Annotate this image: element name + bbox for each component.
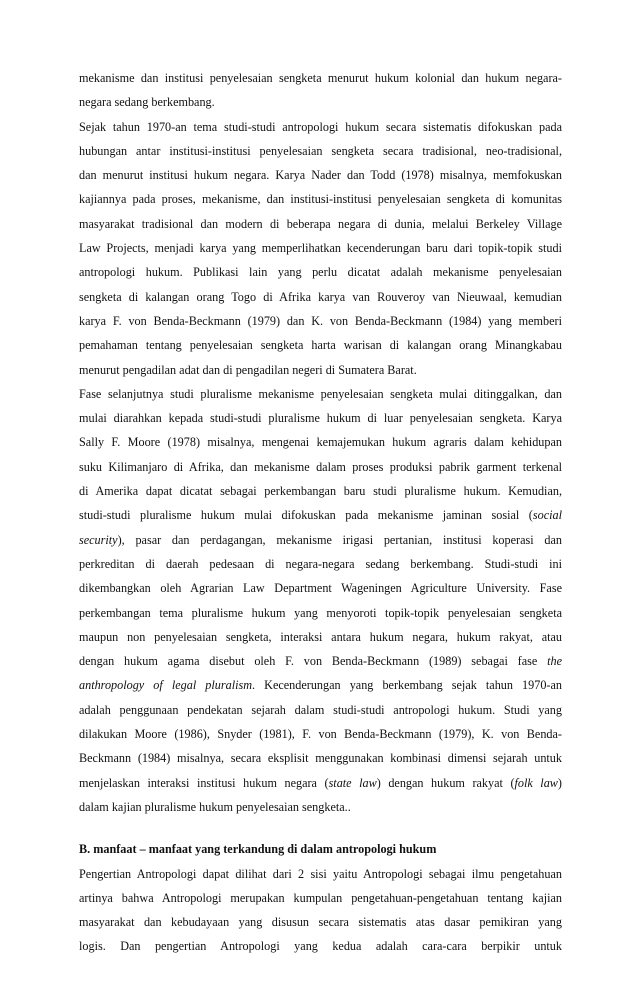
text-line: dilakukan Moore (1986), Snyder (1981), F. von Benda-Beckmann (1979), K. von Benda-: [79, 727, 562, 742]
text-line: artinya bahwa Antropologi merupakan kumpulan pengetahuan-pengetahuan tentang kajian: [79, 890, 562, 905]
italic-term: security: [79, 532, 118, 547]
text-line: Fase selanjutnya studi pluralisme mekanisme penyelesaian sengketa mulai ditinggalkan, dan: [79, 386, 562, 401]
text-line: [79, 503, 562, 527]
text-line: di Amerika dapat dicatat sebagai perkembangan baru studi pluralisme hukum. Kemudian,: [79, 484, 562, 499]
text-line: dan menurut institusi hukum negara. Karya Nader dan Todd (1978) misalnya, memfokuskan: [79, 168, 562, 183]
text-line: mulai diarahkan kepada studi-studi pluralisme hukum di luar penyelesaian sengketa. Karya: [79, 411, 562, 426]
text-line: maupun non penyelesaian sengketa, interaksi antara hukum negara, hukum rakyat, atau: [79, 629, 562, 644]
text-line: Law Projects, menjadi karya yang memperlihatkan kecenderungan baru dari topik-topik studi: [79, 241, 562, 256]
text-line: adalah penggunaan pendekatan sejarah dalam studi-studi antropologi hukum. Studi yang: [79, 702, 562, 717]
text-line: Sally F. Moore (1978) misalnya, mengenai kemajemukan hukum agraris dalam kehidupan: [79, 435, 562, 450]
text-line: logis. Dan pengertian Antropologi yang kedua adalah cara-cara berpikir untuk: [79, 939, 562, 954]
section-gap: [79, 819, 562, 837]
text-line: menurut pengadilan adat dan di pengadilan negeri di Sumatera Barat.: [79, 362, 417, 377]
italic-term: folk law: [514, 775, 558, 790]
text-line: masyarakat dan kebudayaan yang disusun secara sistematis atas dasar pemikiran yang: [79, 915, 562, 930]
text-line: karya F. von Benda-Beckmann (1979) dan K. von Benda-Beckmann (1984) yang memberi: [79, 313, 562, 328]
text-line: Beckmann (1984) misalnya, secara eksplisit menggunakan kombinasi dimensi sejarah untuk: [79, 751, 562, 766]
text-line: mekanisme dan institusi penyelesaian sengketa menurut hukum kolonial dan hukum negara-: [79, 71, 562, 85]
text-line: sengketa di kalangan orang Togo di Afrika karya van Rouveroy van Nieuwaal, kemudian: [79, 289, 562, 304]
italic-term: the: [547, 654, 562, 669]
italic-term: state law: [328, 775, 377, 790]
section-heading: B. manfaat – manfaat yang terkandung di dalam antropologi hukum: [79, 842, 437, 857]
text-line: [79, 649, 562, 673]
text-line: pemahaman tentang penyelesaian sengketa harta warisan di kalangan orang Minangkabau: [79, 338, 562, 353]
text-line: [79, 528, 562, 552]
text-run: . Kecenderungan yang berkembang sejak tahun 1970-an: [252, 678, 562, 693]
text-line: masyarakat tradisional dan modern di beberapa negara di dunia, melalui Berkeley Village: [79, 216, 562, 231]
paragraph: [79, 115, 562, 382]
paragraph: [79, 66, 562, 115]
page-content: [79, 66, 562, 959]
text-line: antropologi hukum. Publikasi lain yang perlu dicatat adalah mekanisme penyelesaian: [79, 265, 562, 280]
text-line: perkreditan di daerah pedesaan di negara-negara sedang berkembang. Studi-studi ini: [79, 556, 562, 571]
text-line: negara sedang berkembang.: [79, 95, 215, 110]
italic-term: social: [532, 508, 562, 523]
text-line: [79, 771, 562, 795]
text-line: dalam kajian pluralisme hukum penyelesaian sengketa..: [79, 799, 351, 814]
text-line: perkembangan tema pluralisme hukum yang menyoroti topik-topik penyelesaian sengketa: [79, 605, 562, 620]
text-line: hubungan antar institusi-institusi penyelesaian sengketa secara tradisional, neo-tradisional,: [79, 143, 562, 158]
text-run: menjelaskan interaksi institusi hukum negara (: [79, 775, 329, 790]
text-line: Sejak tahun 1970-an tema studi-studi antropologi hukum secara sistematis difokuskan pada: [79, 119, 562, 134]
text-line: Pengertian Antropologi dapat dilihat dari 2 sisi yaitu Antropologi sebagai ilmu pengetahuan: [79, 866, 562, 881]
text-line: [79, 673, 562, 697]
section-b: [79, 837, 562, 958]
paragraph: [79, 382, 562, 819]
text-line: suku Kilimanjaro di Afrika, dan mekanisme dalam proses produksi pabrik garment terkenal: [79, 459, 562, 474]
text-run: ) dengan hukum rakyat (: [376, 775, 515, 790]
text-run: ), pasar dan perdagangan, mekanisme irigasi pertanian, institusi koperasi dan: [117, 532, 562, 547]
text-line: kajiannya pada proses, mekanisme, dan institusi-institusi penyelesaian sengketa di komunitas: [79, 192, 562, 207]
text-line: dikembangkan oleh Agrarian Law Department Wageningen Agriculture University. Fase: [79, 581, 562, 596]
text-run: dengan hukum agama disebut oleh F. von Benda-Beckmann (1989) sebagai fase: [79, 654, 548, 669]
text-run: studi-studi pluralisme hukum mulai difokuskan pada mekanisme jaminan sosial (: [79, 508, 533, 523]
text-run: ): [557, 775, 562, 790]
italic-term: anthropology of legal pluralism: [79, 678, 253, 693]
